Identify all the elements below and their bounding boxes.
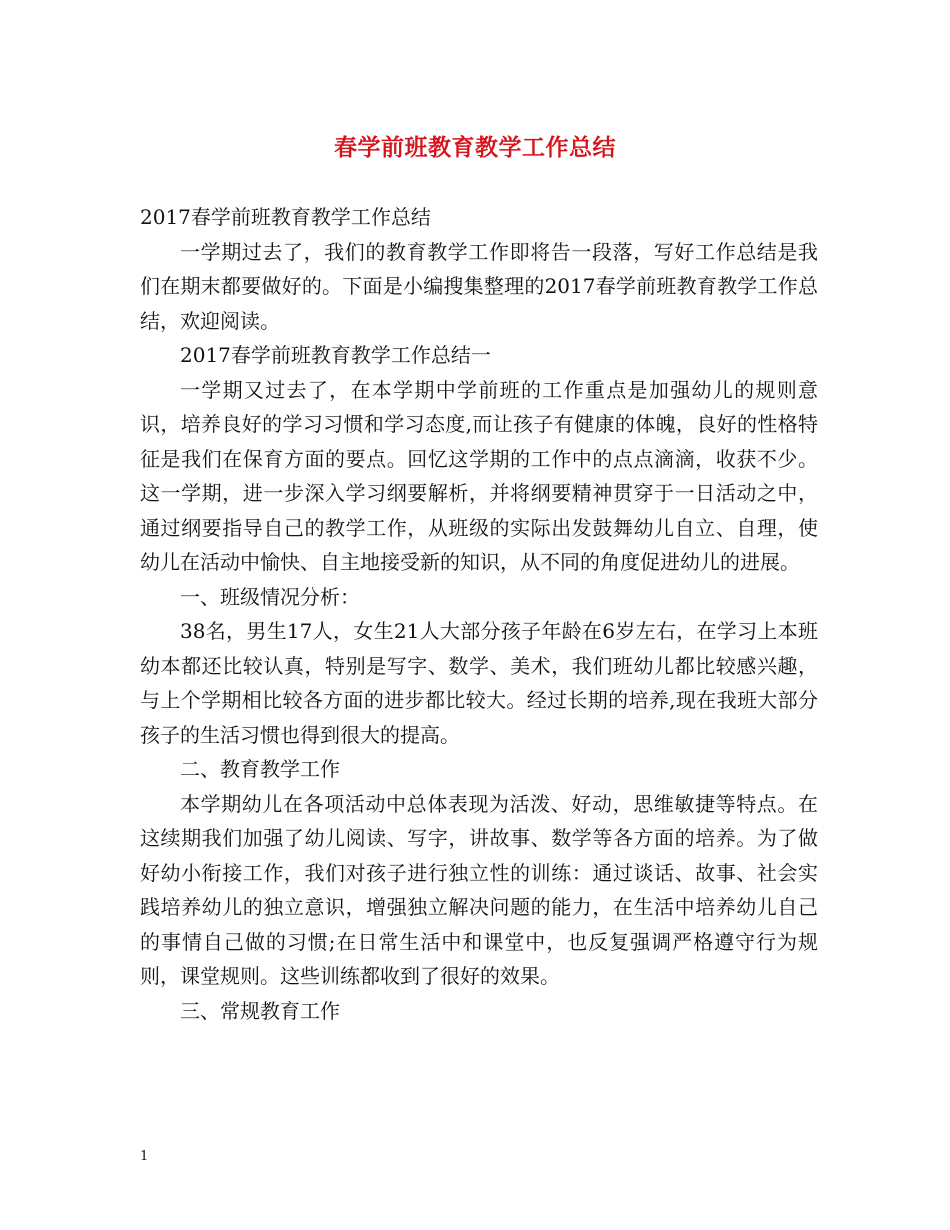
body-paragraph: 本学期幼儿在各项活动中总体表现为活泼、好动，思维敏捷等特点。在这续期我们加强了幼儿阅读、写字，讲故事、数学等各方面的培养。为了做好幼小衔接工作，我们对孩子进行独立性的训练：通过谈话、故事、社会实践培养幼儿的独立意识，增强独立解决问题的能力，在生活中培养幼儿自己的事情自己做的习惯;在日常生活中和课堂中，也反复强调严格遵守行为规则，课堂规则。这些训练都收到了很好的效果。 [140,791,818,988]
section-heading-teaching: 二、教育教学工作 [180,757,340,781]
body-paragraph: 38名，男生17人，女生21人大部分孩子年龄在6岁左右，在学习上本班幼本都还比较认真，特别是写字、数学、美术，我们班幼儿都比较感兴趣，与上个学期相比较各方面的进步都比较大。经过长期的培养,现在我班大部分孩子的生活习惯也得到很大的提高。 [140,619,818,747]
section-heading-routine: 三、常规教育工作 [180,998,340,1023]
section-heading-one: 2017春学前班教育教学工作总结一 [180,343,491,367]
intro-paragraph: 一学期过去了，我们的教育教学工作即将告一段落，写好工作总结是我们在期末都要做好的。下面是小编搜集整理的2017春学前班教育教学工作总结，欢迎阅读。 [140,239,818,333]
subtitle-paragraph: 2017春学前班教育教学工作总结 [140,205,431,229]
document-title: 春学前班教育教学工作总结 [334,134,616,161]
section-heading-class-analysis: 一、班级情况分析： [180,584,360,609]
body-paragraph: 一学期又过去了，在本学期中学前班的工作重点是加强幼儿的规则意识，培养良好的学习习惯和学习态度,而让孩子有健康的体魄，良好的性格特征是我们在保育方面的要点。回忆这学期的工作中的点点滴滴，收获不少。这一学期，进一步深入学习纲要解析，并将纲要精神贯穿于一日活动之中，通过纲要指导自己的教学工作，从班级的实际出发鼓舞幼儿自立、自理，使幼儿在活动中愉快、自主地接受新的知识，从不同的角度促进幼儿的进展。 [140,377,818,574]
page-number: 1 [140,1149,149,1164]
document-body [140,200,818,1028]
